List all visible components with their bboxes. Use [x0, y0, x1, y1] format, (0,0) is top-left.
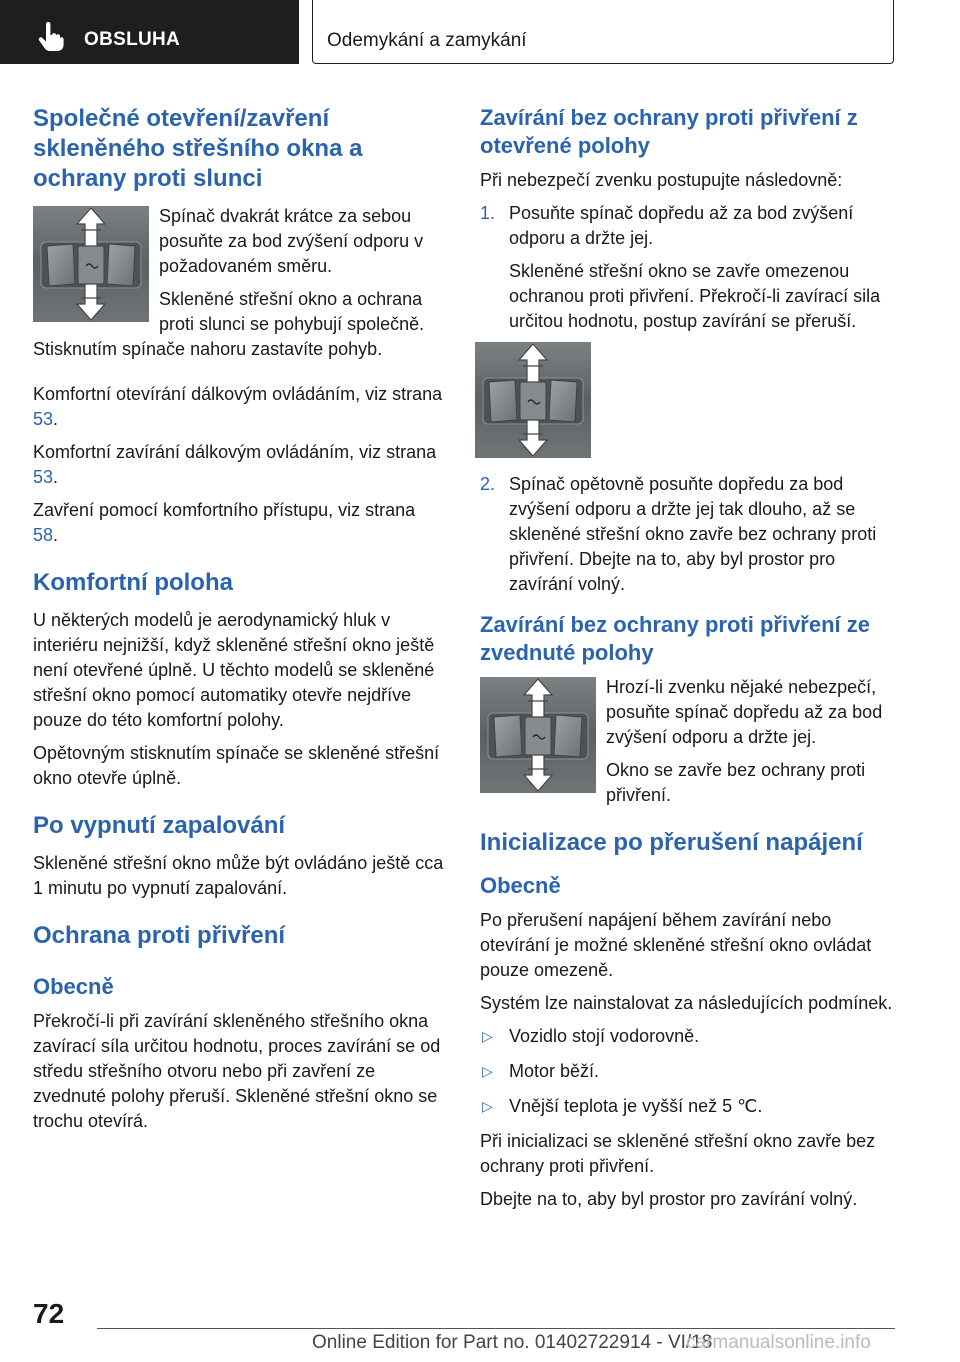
page-link[interactable]: 53 [33, 467, 54, 487]
footer-divider [97, 1328, 895, 1329]
step-list [480, 201, 898, 334]
heading-pinch-protection: Ochrana proti přivření [33, 922, 286, 949]
triangle-bullet-icon: ▷ [482, 1098, 493, 1114]
page-link[interactable]: 53 [33, 409, 54, 429]
cross-reference: Komfortní zavírání dálkovým ovládáním, viz strana 53. [33, 442, 437, 487]
step-text: Posuňte spínač dopředu až za bod zvýšení odporu a držte jej. [509, 203, 854, 248]
heading-after-ignition: Po vypnutí zapalování [33, 812, 286, 839]
heading-comfort-open: Společné otevření/zavření skleněného střešního okna a ochrany proti slunci [33, 105, 363, 192]
subheading-general: Obecně [33, 974, 114, 999]
paragraph: Po přerušení napájení během zavírání nebo otevírání je možné skleněné střešní okno ovládat pouze omezeně. [480, 910, 872, 980]
list-item [480, 201, 898, 334]
paragraph: Skleněné střešní okno a ochrana proti slunci se pohybují společně. Stisknutím spínače nahoru zastavíte pohyb. [33, 289, 425, 359]
heading-close-from-open: Zavírání bez ochrany proti přivření z otevřené polohy [480, 105, 858, 158]
chapter-title-box [312, 0, 894, 64]
step-text: Spínač opětovně posuňte dopředu za bod zvýšení odporu a držte jej tak dlouho, až se skleněné střešní okno zavře bez ochrany proti přivření. Dbejte na to, aby byl prostor pro zavírání volný. [509, 474, 877, 594]
sunroof-switch-image [33, 206, 149, 322]
paragraph: U některých modelů je aerodynamický hluk v interiéru nejnižší, když skleněné střešní okno ještě není otevřené úplně. U těchto modelů se skleněné střešní okno pomocí automatiky otevře nejdříve pouze do této komfortní polohy. [33, 610, 435, 730]
page-link[interactable]: 58 [33, 525, 54, 545]
edition-label: Online Edition for Part no. 01402722914 - VI/18 [312, 1332, 713, 1353]
list-item: ▷ Motor běží. [480, 1059, 898, 1084]
heading-initialization: Inicializace po přerušení napájení [480, 829, 863, 856]
heading-close-from-raised: Zavírání bez ochrany proti přivření ze zvednuté polohy [480, 612, 870, 665]
triangle-bullet-icon: ▷ [482, 1063, 493, 1079]
paragraph: Překročí-li při zavírání skleněného střešního okna zavírací síla určitou hodnotu, proces zavírání se od středu střešního otvoru nebo při zavření ze zvednuté polohy přeruší. Skleněné střešní okno se trochu otevírá. [33, 1011, 441, 1131]
condition-list [480, 1024, 898, 1119]
paragraph: Dbejte na to, aby byl prostor pro zavírání volný. [480, 1189, 858, 1209]
paragraph: Skleněné střešní okno může být ovládáno ještě cca 1 minutu po vypnutí zapalování. [33, 853, 444, 898]
paragraph: Hrozí-li zvenku nějaké nebezpečí, posuňte spínač dopředu až za bod zvýšení odporu a držte jej. [606, 677, 883, 747]
section-label: OBSLUHA [84, 29, 181, 50]
paragraph: Spínač dvakrát krátce za sebou posuňte za bod zvýšení odporu v požadovaném směru. [159, 206, 424, 276]
cross-reference: Komfortní otevírání dálkovým ovládáním, viz strana 53. [33, 384, 443, 429]
heading-comfort-position: Komfortní poloha [33, 569, 233, 596]
step-number: 1. [480, 203, 496, 223]
right-column [480, 104, 898, 1220]
sunroof-switch-image [475, 342, 591, 458]
page-header [0, 0, 960, 66]
page-number: 72 [33, 1298, 65, 1329]
chapter-title: Odemykání a zamykání [327, 30, 527, 51]
section-tab [0, 0, 299, 64]
step-number: 2. [480, 474, 496, 494]
list-item [480, 472, 898, 597]
list-item: ▷ Vozidlo stojí vodorovně. [480, 1024, 898, 1049]
paragraph: Při nebezpečí zvenku postupujte následovně: [480, 170, 843, 190]
triangle-bullet-icon: ▷ [482, 1028, 493, 1044]
step-text: Skleněné střešní okno se zavře omezenou ochranou proti přivření. Překročí-li zavírací sila určitou hodnotu, postup zavírání se přeruší. [509, 261, 881, 331]
paragraph: Při inicializaci se skleněné střešní okno zavře bez ochrany proti přivření. [480, 1131, 876, 1176]
subheading-general: Obecně [480, 873, 561, 898]
sunroof-switch-image [480, 677, 596, 793]
watermark: carmanualsonline.info [686, 1332, 871, 1353]
hand-pointer-icon [38, 22, 64, 52]
list-item: ▷ Vnější teplota je vyšší než 5 ℃. [480, 1094, 898, 1119]
paragraph: Okno se zavře bez ochrany proti přivření. [606, 760, 866, 805]
cross-reference: Zavření pomocí komfortního přístupu, viz strana 58. [33, 500, 416, 545]
left-column [33, 104, 445, 1142]
step-list [480, 472, 898, 597]
paragraph: Opětovným stisknutím spínače se skleněné střešní okno otevře úplně. [33, 743, 440, 788]
paragraph: Systém lze nainstalovat za následujících podmínek. [480, 993, 893, 1013]
